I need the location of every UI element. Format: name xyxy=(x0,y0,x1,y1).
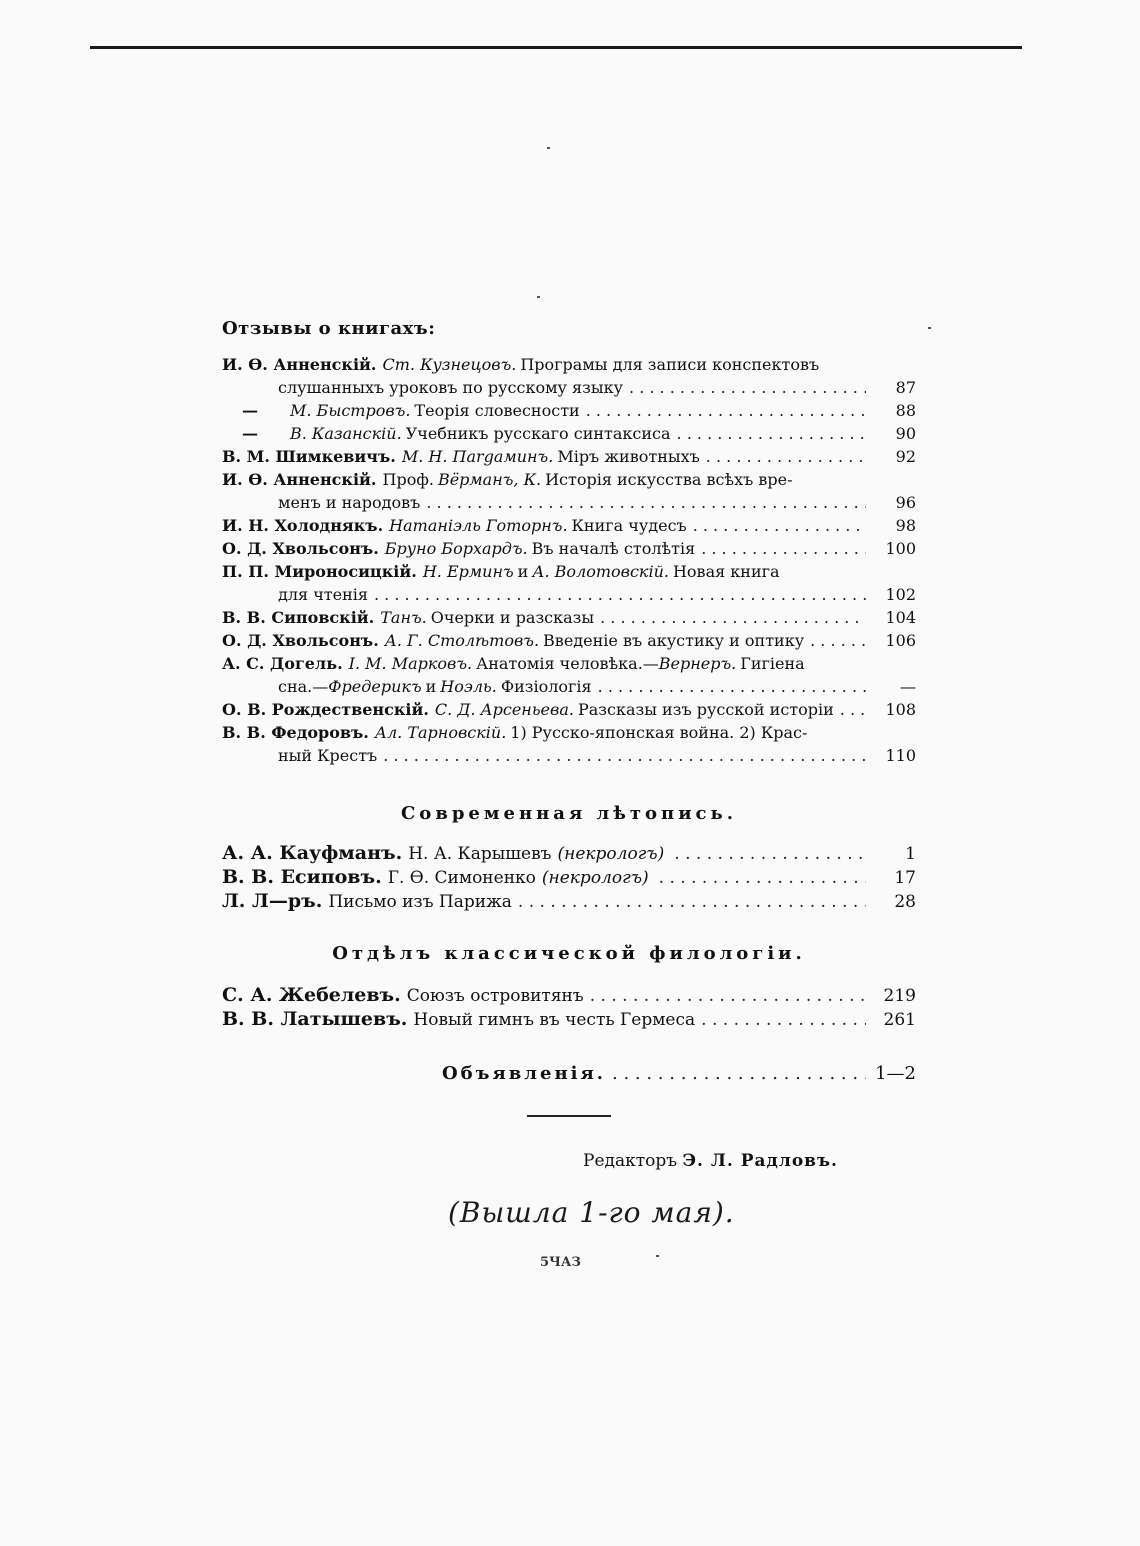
scan-speck xyxy=(547,147,550,149)
dot-leaders xyxy=(701,1009,866,1032)
entry-title-cont: ный Крестъ xyxy=(278,746,378,765)
entry-page: 108 xyxy=(885,700,916,719)
review-entry xyxy=(222,399,916,422)
dot-leaders xyxy=(600,606,866,629)
entry-author: Л. Л—ръ. xyxy=(222,890,323,912)
entry-title: Введеніе въ акустику и оптику xyxy=(543,631,805,650)
entry-author: П. П. Мироносицкій. xyxy=(222,562,417,581)
chronicle-heading: Современная лѣтопись. xyxy=(400,803,738,824)
entry-title: Г. Ѳ. Симоненко xyxy=(387,868,536,888)
entry-author: А. А. Кауфманъ. xyxy=(222,842,403,864)
scan-speck xyxy=(656,1255,659,1257)
dot-leaders xyxy=(810,629,866,652)
reviews-heading: Отзывы о книгахъ: xyxy=(222,318,436,339)
entry-title: Теорія словесности xyxy=(414,401,580,420)
entry-page: 1 xyxy=(905,844,916,864)
entry-author: В. В. Латышевъ. xyxy=(222,1008,408,1030)
entry-author: И. Ѳ. Анненскій. xyxy=(222,470,377,489)
review-entry xyxy=(222,468,916,514)
entry-title: Книга чудесъ xyxy=(571,516,687,535)
review-entry xyxy=(222,629,916,652)
handwritten-release-note: (Вышла 1-го мая). xyxy=(448,1196,735,1229)
dot-leaders xyxy=(612,1063,866,1084)
top-border-rule xyxy=(90,46,1022,49)
entry-page: — xyxy=(900,677,916,696)
dot-leaders xyxy=(374,583,866,606)
entry-reviewed-author-2: А. Волотовскій. xyxy=(532,562,669,581)
entry-page: 92 xyxy=(895,447,916,466)
entry-title: Очерки и разсказы xyxy=(430,608,595,627)
entry-reviewed-author: М. Быстровъ. xyxy=(290,401,411,420)
entry-title-cont: для чтенія xyxy=(278,585,368,604)
entry-reviewed-author: В. Казанскій. xyxy=(290,424,402,443)
entry-author: И. Н. Холоднякъ. xyxy=(222,516,384,535)
dot-leaders xyxy=(383,744,866,767)
entry-title-cont: слушанныхъ уроковъ по русскому языку xyxy=(278,378,624,397)
entry-reviewed-author-3: Фредерикъ xyxy=(328,677,422,696)
entry-author: В. В. Есиповъ. xyxy=(222,866,382,888)
entry-page: 90 xyxy=(895,424,916,443)
review-entry xyxy=(222,606,916,629)
entry-author: В. В. Федоровъ. xyxy=(222,723,369,742)
entry-title: Новый гимнъ въ честь Гермеса xyxy=(413,1010,696,1030)
closing-rule xyxy=(527,1115,611,1117)
editor-prefix: Редакторъ xyxy=(583,1151,678,1171)
entry-author: А. С. Догель. xyxy=(222,654,343,673)
chronicle-entry xyxy=(222,842,916,866)
entry-page: 106 xyxy=(885,631,916,650)
dot-leaders xyxy=(693,514,866,537)
entry-title: Учебникъ русскаго синтаксиса xyxy=(405,424,671,443)
chronicle-entry xyxy=(222,890,916,914)
entry-author: С. А. Жебелевъ. xyxy=(222,984,401,1006)
entry-reviewed-author: Н. Ерминъ xyxy=(422,562,514,581)
entry-title: Н. А. Карышевъ xyxy=(408,844,552,864)
entry-title: Програмы для записи конспектовъ xyxy=(520,355,820,374)
entry-page: 102 xyxy=(885,585,916,604)
entry-note: (некрологъ) xyxy=(541,868,649,888)
entry-title: Міръ животныхъ xyxy=(557,447,700,466)
stamp-mark: 5ЧАЗ xyxy=(540,1255,581,1270)
entry-prefix: Проф. xyxy=(382,470,434,489)
entry-page: 96 xyxy=(895,493,916,512)
entry-reviewed-author: Натаніэль Готорнъ. xyxy=(389,516,568,535)
dot-leaders xyxy=(701,537,866,560)
entry-title-cont-2: Физіологія xyxy=(500,677,592,696)
entry-author: О. Д. Хвольсонъ. xyxy=(222,539,379,558)
entry-reviewed-author: А. Г. Столѣтовъ. xyxy=(384,631,540,650)
entry-page: 17 xyxy=(894,868,916,888)
dot-leaders xyxy=(426,491,866,514)
review-entry xyxy=(222,652,916,698)
entry-reviewed-author: І. М. Марковъ. xyxy=(348,654,473,673)
entry-reviewed-author: Танъ. xyxy=(380,608,427,627)
dot-leaders xyxy=(518,891,866,914)
review-entry xyxy=(222,537,916,560)
entry-page: 100 xyxy=(885,539,916,558)
reviews-list xyxy=(222,353,916,767)
review-entry xyxy=(222,445,916,468)
entry-page: 219 xyxy=(883,986,916,1006)
scan-speck xyxy=(537,296,540,298)
entry-reviewed-author: Вёрманъ, К. xyxy=(437,470,542,489)
entry-reviewed-author-2: Вернеръ. xyxy=(658,654,737,673)
entry-title: 1) Русско-японская война. 2) Крас- xyxy=(510,723,808,742)
review-entry xyxy=(222,721,916,767)
dot-leaders xyxy=(674,843,866,866)
review-entry xyxy=(222,514,916,537)
review-entry xyxy=(222,698,916,721)
philology-entry xyxy=(222,984,916,1008)
entry-reviewed-author: М. Н. Пargаминъ. xyxy=(401,447,554,466)
entry-title: Письмо изъ Парижа xyxy=(328,892,512,912)
ditto-dash: — xyxy=(242,424,258,443)
entry-author: О. Д. Хвольсонъ. xyxy=(222,631,379,650)
entry-title: Новая книга xyxy=(672,562,780,581)
entry-note: (некрологъ) xyxy=(557,844,665,864)
chronicle-list xyxy=(222,842,916,914)
philology-list xyxy=(222,984,916,1032)
ditto-dash: — xyxy=(242,401,258,420)
review-entry xyxy=(222,560,916,606)
dot-leaders xyxy=(586,399,866,422)
entry-reviewed-author: Бруно Борхардъ. xyxy=(384,539,528,558)
philology-entry xyxy=(222,1008,916,1032)
dot-leaders xyxy=(598,675,866,698)
entry-reviewed-author: Ст. Кузнецовъ. xyxy=(382,355,517,374)
announcements-entry xyxy=(442,1063,916,1084)
entry-conjunction: и xyxy=(425,677,437,696)
dot-leaders xyxy=(706,445,866,468)
announcements-label: Объявленія. xyxy=(442,1063,607,1084)
entry-title: Союзъ островитянъ xyxy=(406,986,584,1006)
entry-title-cont: менъ и народовъ xyxy=(278,493,421,512)
entry-reviewed-author: Ал. Тарновскій. xyxy=(374,723,507,742)
review-entry xyxy=(222,353,916,399)
entry-page: 110 xyxy=(885,746,916,765)
entry-title: Въ началѣ столѣтія xyxy=(531,539,696,558)
entry-reviewed-author-4: Ноэль. xyxy=(440,677,497,696)
dot-leaders xyxy=(590,985,866,1008)
dot-leaders xyxy=(629,376,866,399)
entry-author: И. Ѳ. Анненскій. xyxy=(222,355,377,374)
entry-page: 28 xyxy=(894,892,916,912)
dot-leaders xyxy=(840,698,866,721)
entry-title: Анатомія человѣка.— xyxy=(476,654,659,673)
entry-title-2: Гигіена xyxy=(740,654,805,673)
entry-page: 98 xyxy=(895,516,916,535)
scan-speck xyxy=(928,327,931,329)
editor-name: Э. Л. Радловъ. xyxy=(682,1151,838,1171)
dot-leaders xyxy=(677,422,866,445)
entry-title: Исторія искусства всѣхъ вре- xyxy=(545,470,793,489)
entry-page: 261 xyxy=(883,1010,916,1030)
entry-conjunction: и xyxy=(517,562,529,581)
philology-heading: Отдѣлъ классической филологіи. xyxy=(332,943,806,964)
entry-page: 87 xyxy=(895,378,916,397)
dot-leaders xyxy=(659,867,866,890)
entry-page: 104 xyxy=(885,608,916,627)
entry-title-cont: сна.— xyxy=(278,677,329,696)
editor-line xyxy=(583,1151,838,1171)
review-entry xyxy=(222,422,916,445)
entry-author: В. М. Шимкевичъ. xyxy=(222,447,396,466)
entry-reviewed-author: С. Д. Арсеньева. xyxy=(434,700,574,719)
chronicle-entry xyxy=(222,866,916,890)
entry-page: 88 xyxy=(895,401,916,420)
entry-title: Разсказы изъ русской исторіи xyxy=(577,700,834,719)
announcements-pages: 1—2 xyxy=(875,1063,916,1084)
entry-author: О. В. Рождественскій. xyxy=(222,700,429,719)
entry-author: В. В. Сиповскій. xyxy=(222,608,375,627)
